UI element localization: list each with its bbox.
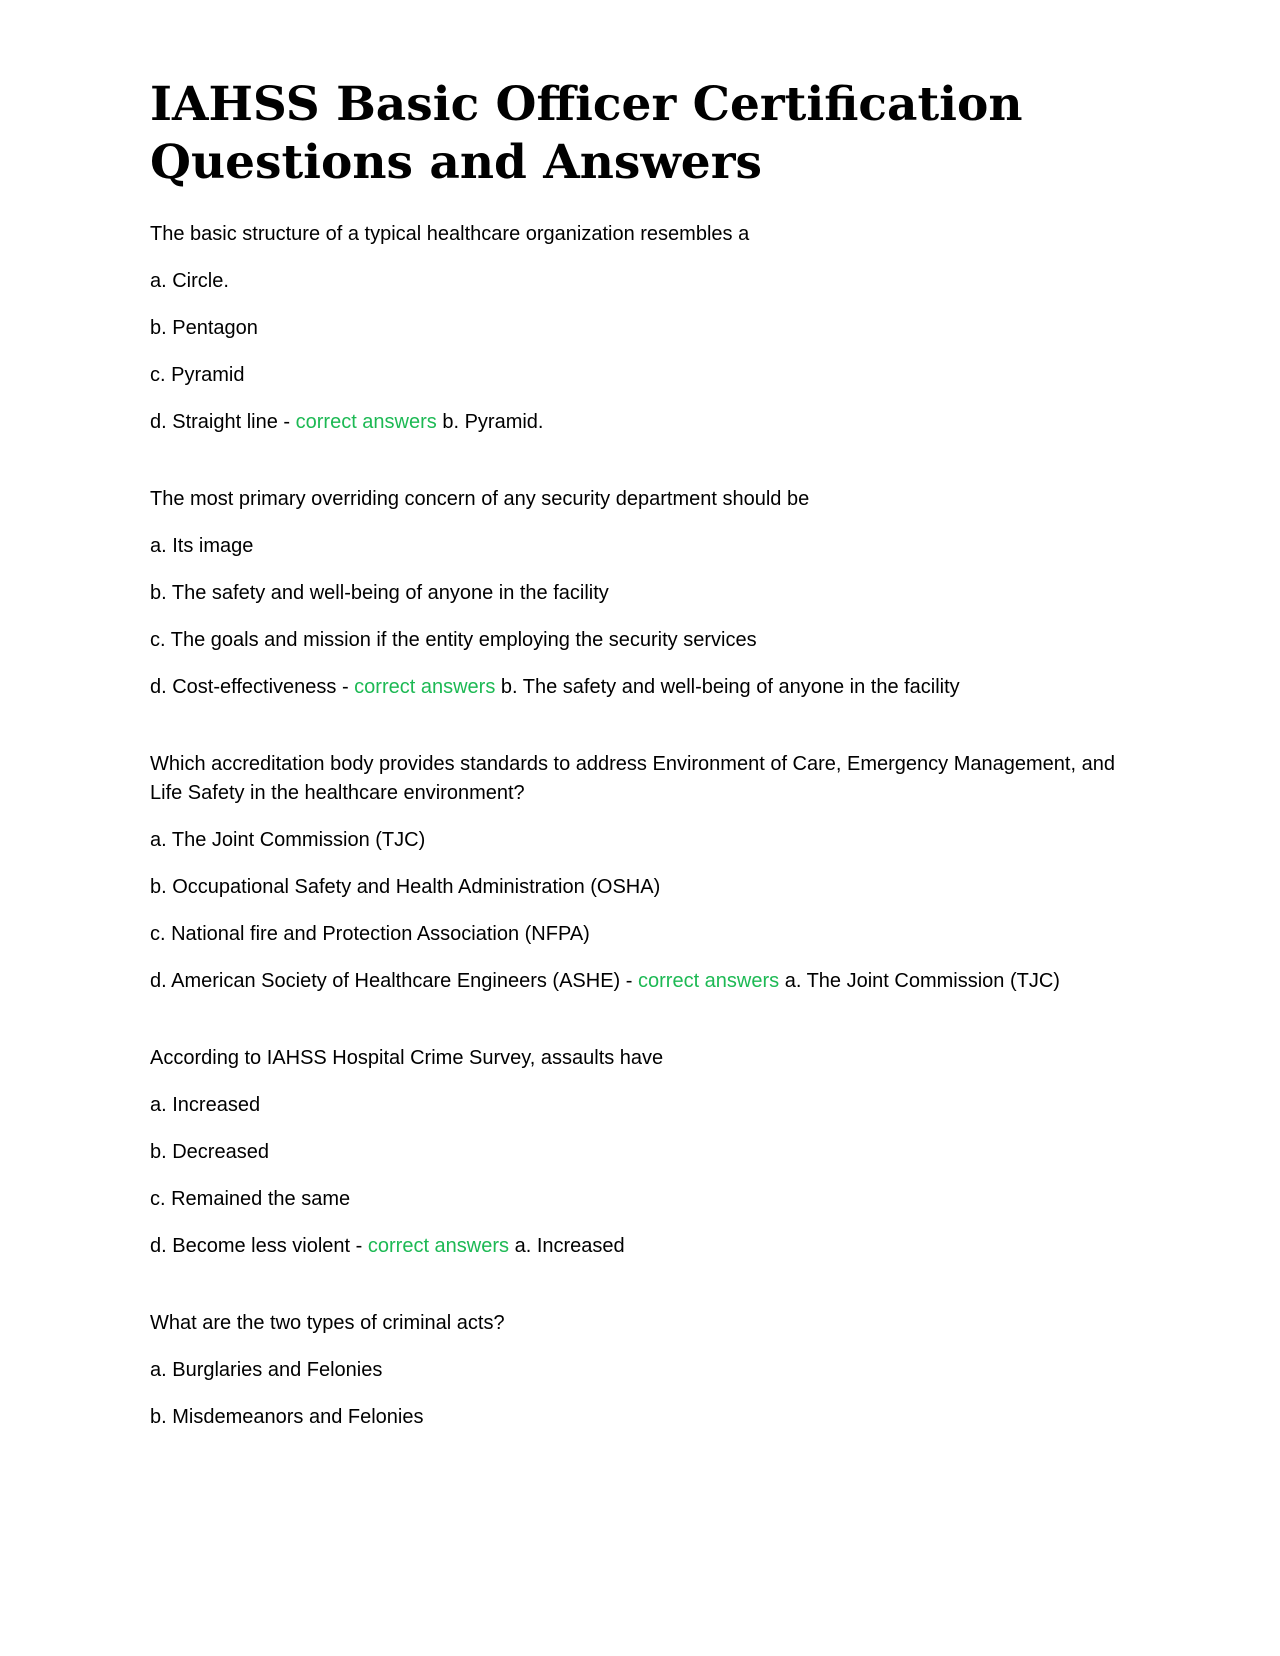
correct-answer: b. Pyramid. bbox=[436, 411, 544, 433]
qa-block bbox=[150, 1309, 1140, 1432]
option-a: a. The Joint Commission (TJC) bbox=[150, 829, 426, 851]
option-d: d. Cost-effectiveness - bbox=[150, 676, 355, 698]
option-c: c. Remained the same bbox=[150, 1188, 351, 1210]
qa-block bbox=[150, 485, 1140, 702]
question-text: According to IAHSS Hospital Crime Survey, assaults have bbox=[150, 1047, 664, 1069]
option-a: a. Increased bbox=[150, 1094, 261, 1116]
option-d-with-answer bbox=[150, 408, 1140, 437]
option-a: a. Its image bbox=[150, 535, 254, 557]
option-c: c. National fire and Protection Association (NFPA) bbox=[150, 923, 590, 945]
option-a: a. Circle. bbox=[150, 270, 229, 292]
option-b: b. Occupational Safety and Health Administration (OSHA) bbox=[150, 876, 661, 898]
option-d: d. American Society of Healthcare Engineers (ASHE) - bbox=[150, 970, 638, 992]
question-text: What are the two types of criminal acts? bbox=[150, 1312, 505, 1334]
option-d: d. Become less violent - bbox=[150, 1235, 368, 1257]
option-d-with-answer bbox=[150, 1232, 1140, 1261]
option-d-with-answer bbox=[150, 673, 1140, 702]
qa-block bbox=[150, 220, 1140, 437]
correct-answer: b. The safety and well-being of anyone in the facility bbox=[495, 676, 960, 698]
correct-answers-label: correct answers bbox=[354, 676, 496, 698]
option-b: b. Misdemeanors and Felonies bbox=[150, 1406, 424, 1428]
correct-answers-label: correct answers bbox=[367, 1235, 510, 1257]
question-text: The most primary overriding concern of any security department should be bbox=[150, 488, 810, 510]
correct-answers-label: correct answers bbox=[638, 970, 780, 992]
option-b: b. Decreased bbox=[150, 1141, 269, 1163]
qa-block bbox=[150, 750, 1140, 996]
option-d: d. Straight line - bbox=[150, 411, 296, 433]
option-d-with-answer bbox=[150, 967, 1140, 996]
document-title: IAHSS Basic Officer Certification Questions and Answers bbox=[150, 77, 1023, 190]
option-b: b. Pentagon bbox=[150, 317, 258, 339]
option-a: a. Burglaries and Felonies bbox=[150, 1359, 383, 1381]
qa-block bbox=[150, 1044, 1140, 1261]
option-c: c. Pyramid bbox=[150, 364, 245, 386]
document-content bbox=[150, 76, 1140, 1480]
option-c: c. The goals and mission if the entity employing the security services bbox=[150, 629, 757, 651]
question-text: Which accreditation body provides standards to address Environment of Care, Emergency Management, and Life Safety in the healthcare environment? bbox=[150, 753, 1115, 804]
correct-answer: a. Increased bbox=[509, 1235, 625, 1257]
correct-answer: a. The Joint Commission (TJC) bbox=[779, 970, 1060, 992]
option-b: b. The safety and well-being of anyone in the facility bbox=[150, 582, 609, 604]
correct-answers-label: correct answers bbox=[295, 411, 437, 433]
question-text: The basic structure of a typical healthcare organization resembles a bbox=[150, 223, 750, 245]
